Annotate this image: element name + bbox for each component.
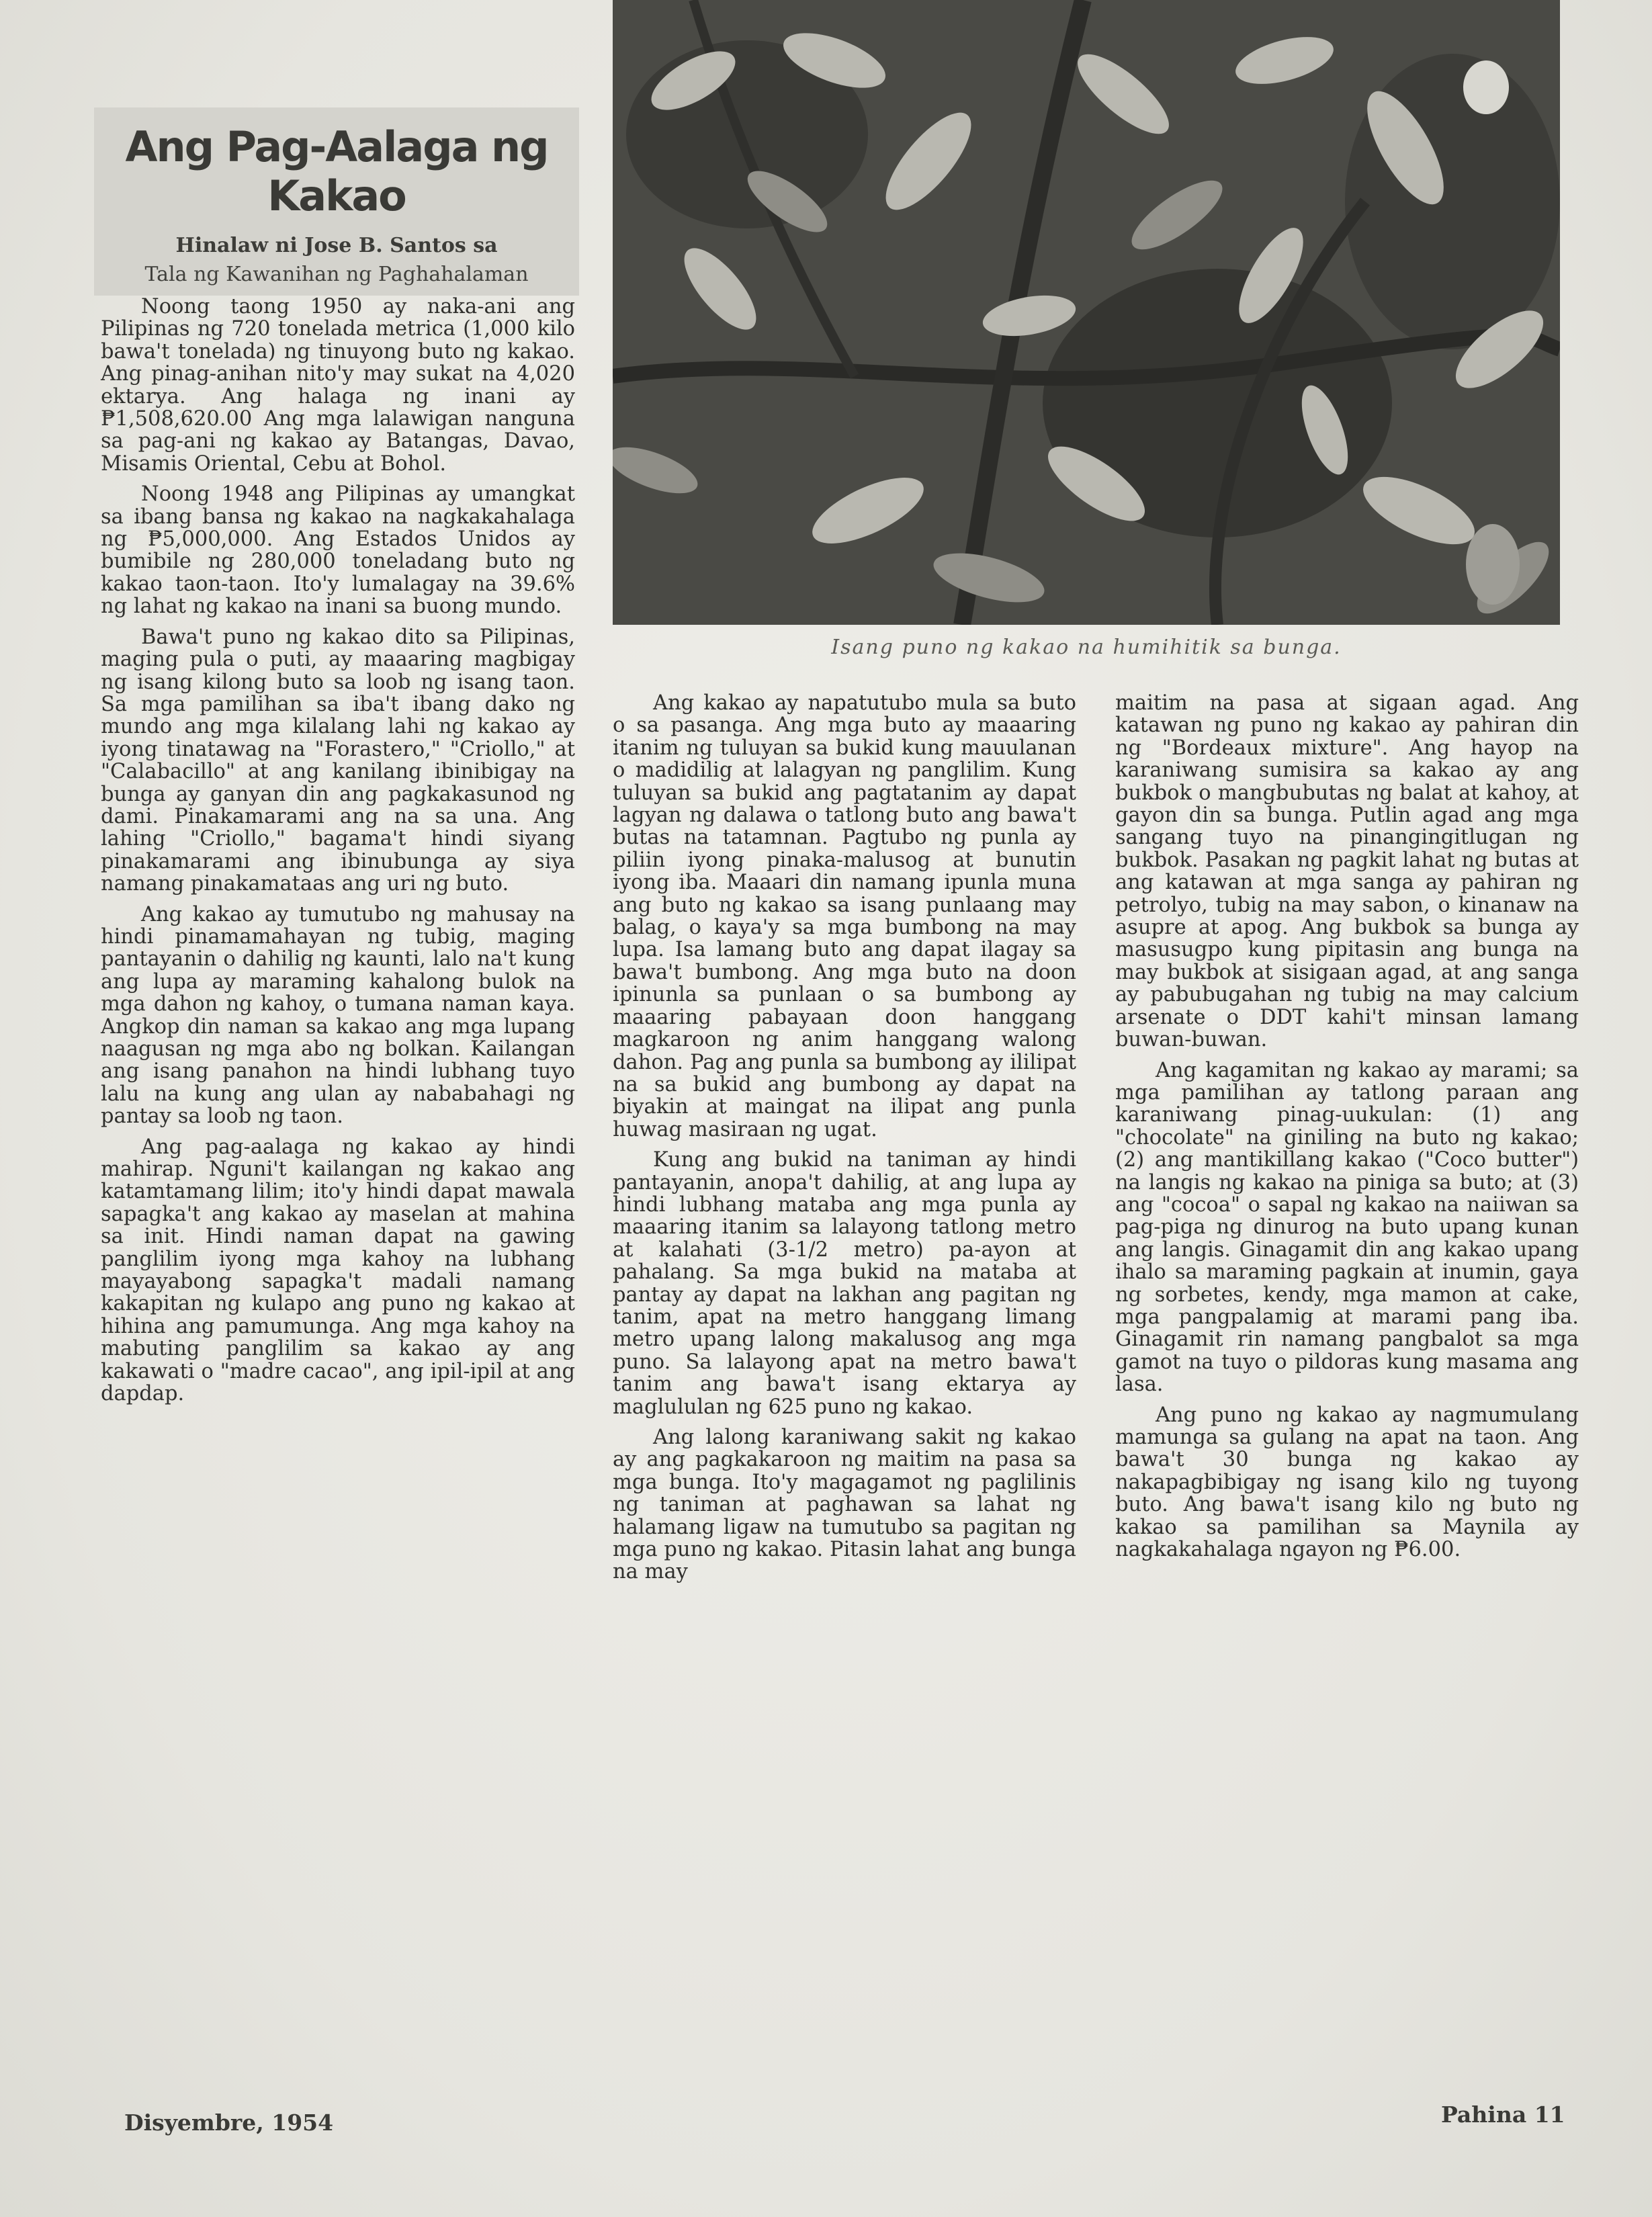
byline-source: Tala ng Kawanihan ng Paghahalaman bbox=[144, 263, 529, 286]
cacao-tree-photo bbox=[613, 0, 1560, 625]
paragraph: maitim na pasa at sigaan agad. Ang katawan ng puno ng kakao ay pahiran din ng "Bordeaux mixture". Ang hayop na karaniwang sumisira sa kakao ay ang bukbok o mangbubutas ng balat at kahoy, at gayon din sa bunga. Putlin agad ang mga sangang tuyo na pinangingitlugan ng bukbok. Pasakan ng pagkit lahat ng butas at ang katawan at mga sanga ay pahiran ng petrolyo, tubig na may sabon, o kinanaw na asupre at apog. Ang bukbok sa bunga ay masusugpo kung pipitasin ang bunga na may bukbok at sisigaan agad, at ang sanga ay pabubugahan ng tubig na may calcium arsenate o DDT kahi't minsan lamang buwan-buwan. bbox=[1115, 691, 1579, 1052]
column-1 bbox=[101, 296, 575, 1414]
photo-caption: Isang puno ng kakao na humihitik sa bunga. bbox=[831, 636, 1342, 659]
footer-date: Disyembre, 1954 bbox=[124, 2110, 334, 2136]
paragraph: Ang kagamitan ng kakao ay marami; sa mga pamilihan ay tatlong paraan ang karaniwang pinag-uukulan: (1) ang "chocolate" na giniling na buto ng kakao; (2) ang mantikillang kakao ("Coco butter") na langis ng kakao na piniga sa buto; at (3) ang "cocoa" o sapal ng kakao na naiiwan sa pag-piga ng dinurog na buto upang kunan ang langis. Ginagamit din ang kakao upang ihalo sa maraming pagkain at inumin, gaya ng sorbetes, kendy, mga mamon at cake, mga pangpalamig at marami pang iba. Ginagamit rin namang pangbalot sa mga gamot na tuyo o pildoras kung masama ang lasa. bbox=[1115, 1058, 1579, 1397]
paragraph: Ang puno ng kakao ay nagmumulang mamunga sa gulang na apat na taon. Ang bawa't 30 bunga ng kakao ay nakapagbibigay ng isang kilo ng tuyong buto. Ang bawa't isang kilo ng buto ng kakao sa pamilihan sa Maynila ay nagkakahalaga ngayon ng ₱6.00. bbox=[1115, 1403, 1579, 1562]
column-3 bbox=[1115, 692, 1579, 1569]
article-title: Ang Pag-Aalaga ng Kakao bbox=[125, 122, 548, 220]
paragraph: Ang kakao ay tumutubo ng mahusay na hindi pinamamahayan ng tubig, maging pantayanin o dahilig ng kaunti, lalo na't kung ang lupa ay maraming kahalong bulok na mga dahon ng kahoy, o tumana naman kaya. Angkop din naman sa kakao ang mga lupang naagusan ng mga abo ng bolkan. Kailangan ang isang panahon na hindi lubhang tuyo lalu na kung ang ulan ay nababahagi ng pantay sa loob ng taon. bbox=[101, 902, 575, 1129]
paragraph: Ang pag-aalaga ng kakao ay hindi mahirap. Nguni't kailangan ng kakao ang katamtamang lilim; ito'y hindi dapat mawala sapagka't ang kakao ay maselan at mahina sa init. Hindi naman dapat na gawing panglilim iyong mga kahoy na lubhang mayayabong sapagka't madali namang kakapitan ng kulapo ang puno ng kakao at hihina ang pamumunga. Ang mga kahoy na mabuting panglilim sa kakao ay ang kakawati o "madre cacao", ang ipil-ipil at ang dapdap. bbox=[101, 1135, 575, 1406]
paragraph: Noong taong 1950 ay naka-ani ang Pilipinas ng 720 tonelada metrica (1,000 kilo bawa't tonelada) ng tinuyong buto ng kakao. Ang pinag-anihan nito'y may sukat na 4,020 ektarya. Ang halaga ng inani ay ₱1,508,620.00 Ang mga lalawigan nanguna sa pag-ani ng kakao ay Batangas, Davao, Misamis Oriental, Cebu at Bohol. bbox=[101, 295, 575, 476]
paragraph: Ang lalong karaniwang sakit ng kakao ay ang pagkakaroon ng maitim na pasa sa mga bunga. Ito'y magagamot ng paglilinis ng taniman at paghawan sa lahat ng halamang ligaw na tumutubo sa pagitan ng mga puno ng kakao. Pitasin lahat ang bunga na may bbox=[613, 1426, 1076, 1584]
paragraph: Kung ang bukid na taniman ay hindi pantayanin, anopa't dahilig, at ang lupa ay hindi lubhang mataba ang mga punla ay maaaring itanim sa lalayong tatlong metro at kalahati (3-1/2 metro) pa-ayon at pahalang. Sa mga bukid na mataba at pantay ay dapat na lakhan ang pagitan ng tanim, apat na metro hanggang limang metro upang lalong makalusog ang mga puno. Sa lalayong apat na metro bawa't tanim ang bawa't isang ektarya ay maglululan ng 625 puno ng kakao. bbox=[613, 1148, 1076, 1419]
title-box bbox=[94, 107, 579, 296]
paragraph: Ang kakao ay napatutubo mula sa buto o sa pasanga. Ang mga buto ay maaaring itanim ng tuluyan sa bukid kung mauulanan o madidilig at lalagyan ng panglilim. Kung tuluyan sa bukid ang pagtatanim ay dapat lagyan ng dalawa o tatlong buto ang bawa't butas na tatamnan. Pagtubo ng punla ay piliin iyong pinaka-malusog at bunutin iyong iba. Maaari din namang ipunla muna ang buto ng kakao sa isang punlaang may balag, o kaya'y sa mga bumbong na may lupa. Isa lamang buto ang dapat ilagay sa bawa't bumbong. Ang mga buto na doon ipinunla sa punlaan o sa bumbong ay maaaring pabayaan doon hanggang magkaroon ng anim hanggang walong dahon. Pag ang punla sa bumbong ay ililipat na sa bukid ang bumbong ay dapat na biyakin at maingat na ilipat ang punla huwag masiraan ng ugat. bbox=[613, 691, 1076, 1141]
page-number: Pahina 11 bbox=[1441, 2101, 1565, 2128]
paragraph: Noong 1948 ang Pilipinas ay umangkat sa ibang bansa ng kakao na nagkakahalaga ng ₱5,000,000. Ang Estados Unidos ay bumibile ng 280,000 toneladang buto ng kakao taon-taon. Ito'y lumalagay na 39.6% ng lahat ng kakao na inani sa buong mundo. bbox=[101, 482, 575, 619]
column-2 bbox=[613, 692, 1076, 1592]
byline: Hinalaw ni Jose B. Santos sa bbox=[175, 234, 498, 257]
cacao-tree-illustration bbox=[613, 0, 1560, 625]
paragraph: Bawa't puno ng kakao dito sa Pilipinas, maging pula o puti, ay maaaring magbigay ng isang kilong buto sa loob ng isang taon. Sa mga pamilihan sa iba't ibang dako ng mundo ang mga kilalang lahi ng kakao ay iyong tinatawag na "Forastero," "Criollo," at "Calabacillo" at ang kanilang ibinibigay na bunga ay ganyan din ang pagkakasunod ng dami. Pinakamarami ang na sa una. Ang lahing "Criollo," bagama't hindi siyang pinakamarami ang ibinubunga ay siya namang pinakamataas ang uri ng buto. bbox=[101, 625, 575, 896]
